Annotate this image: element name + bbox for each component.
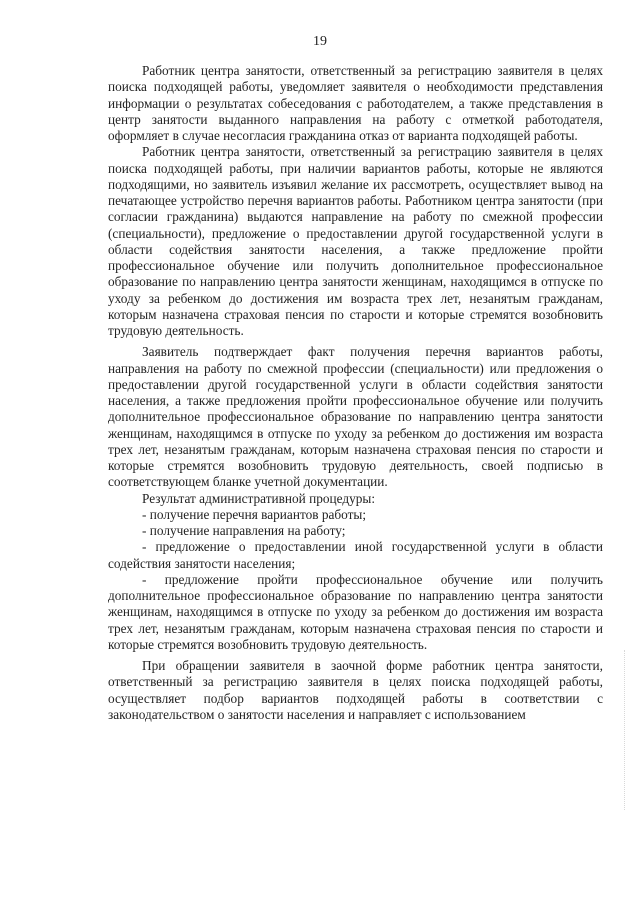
paragraph-remote-request: При обращении заявителя в заочной форме работник центра занятости, ответственный за регистрацию заявителя в целях поиска подходящей работы, осуществляет подбор вариантов подходящей работы в соответствии с законодательством о занятости населения и направляет с использованием	[108, 658, 603, 722]
result-item: - получение перечня вариантов работы;	[142, 506, 367, 522]
scan-margin-marks	[624, 650, 631, 810]
page-number: 19	[313, 34, 327, 49]
result-item: - предложение о предоставлении иной государственной услуги в области содействия занятости населения;	[108, 539, 603, 571]
paragraph-confirmation: Заявитель подтверждает факт получения перечня вариантов работы, направления на работу по смежной профессии (специальности) или предложения о предоставлении другой государственной услуги в области содействия занятости населения, а также предложения пройти профессиональное обучение или получить дополнительное профессиональное образование по направлению центра занятости женщинам, находящимся в отпуске по уходу за ребенком до достижения им возраста трех лет, незанятым гражданам, которым назначена страховая пенсия по старости и которые стремятся возобновить трудовую деятельность, своей подписью в соответствующем бланке учетной документации.	[108, 344, 603, 490]
result-item: - получение направления на работу;	[142, 523, 346, 538]
paragraph-vacancy-list: Работник центра занятости, ответственный за регистрацию заявителя в целях поиска подходящей работы, при наличии вариантов работы, которые не являются подходящими, но заявитель изъявил желание их рассмотреть, осуществляет вывод на печатающее устройство перечня вариантов работы. Работником центра занятости (при согласии гражданина) выдаются направление на работу по смежной профессии (специальности), предложение о предоставлении другой государственной услуги в области содействия занятости населения, а также предложение пройти профессиональное обучение или получить дополнительное профессиональное образование по направлению центра занятости женщинам, находящимся в отпуске по уходу за ребенком до достижения им возраста трех лет, незанятым гражданам, которым назначена страховая пенсия по старости и которые стремятся возобновить трудовую деятельность.	[108, 144, 603, 338]
result-item: - предложение пройти профессиональное обучение или получить дополнительное профессиональное образование по направлению центра занятости женщинам, находящимся в отпуске по уходу за ребенком до достижения им возраста трех лет, незанятым гражданам, которым назначена страховая пенсия по старости и которые стремятся возобновить трудовую деятельность.	[108, 571, 603, 652]
paragraph-result-heading: Результат административной процедуры:	[142, 490, 376, 506]
paragraph-notification: Работник центра занятости, ответственный за регистрацию заявителя в целях поиска подходящей работы, уведомляет заявителя о необходимости представления информации о результатах собеседования с работодателем, а также представления в центр занятости выданного направления на работу с отметкой работодателя, оформляет в случае несогласия гражданина отказ от варианта подходящей работы.	[108, 63, 603, 143]
document-body	[108, 63, 603, 723]
